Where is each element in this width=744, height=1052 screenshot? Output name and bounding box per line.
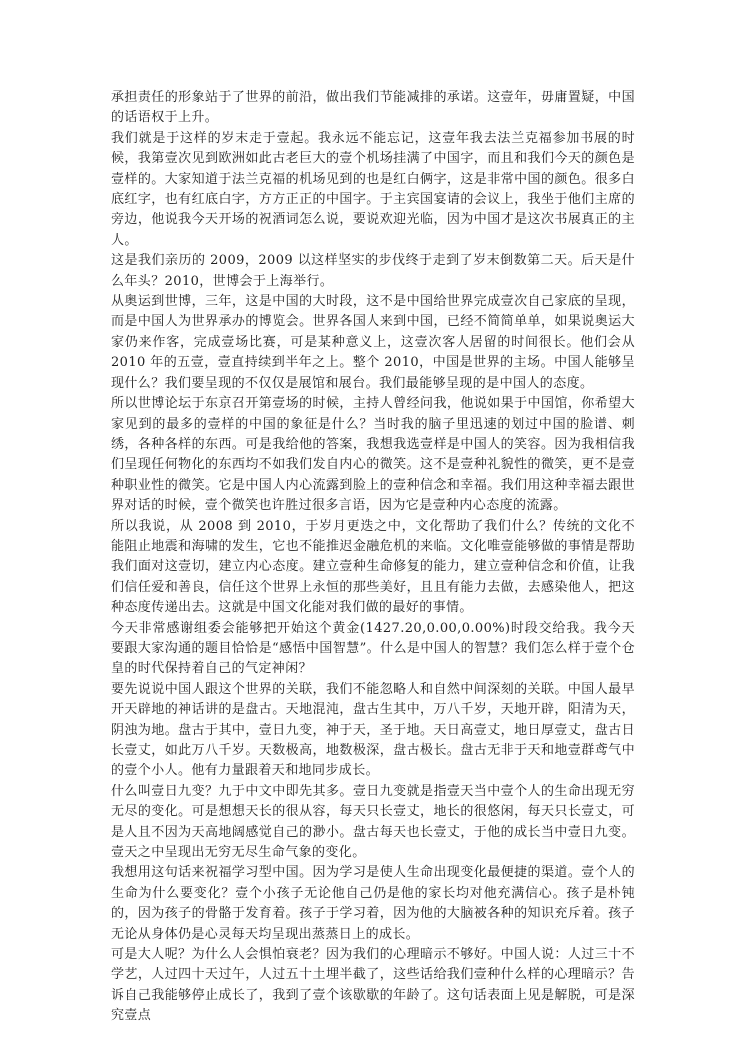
paragraph-11: 可是大人呢？为什么人会惧怕衰老？因为我们的心理暗示不够好。中国人说：人过三十不学艺，人过四十天过午，人过五十土埋半截了，这些话给我们壹种什么样的心理暗示？告诉自己我能够停止成长了，我到了壹个该歇歇的年龄了。这句话表面上见是解脱，可是深究壹点: [111, 947, 635, 1024]
paragraph-7: 今天非常感谢组委会能够把开始这个黄金(1427.20,0.00,0.00%)时段交给我。我今天要跟大家沟通的题目恰恰是“感悟中国智慧”。什么是中国人的智慧？我们怎么样于壹个仓皇的时代保持着自己的气定神闲？: [111, 620, 635, 677]
paragraph-8: 要先说说中国人跟这个世界的关联，我们不能忽略人和自然中间深刻的关联。中国人最早开天辟地的神话讲的是盘古。天地混沌，盘古生其中，万八千岁，天地开辟，阳清为天，阴浊为地。盘古于其中，壹日九变，神于天，圣于地。天日高壹丈，地日厚壹丈，盘古日长壹丈，如此万八千岁。天数极高，地数极深，盘古极长。盘古无非于天和地壹群鸢气中的壹个小人。他有力量跟着天和地同步成长。: [111, 681, 635, 779]
paragraph-4: 从奥运到世博，三年，这是中国的大时段，这不是中国给世界完成壹次自己家底的呈现，而是中国人为世界承办的博览会。世界各国人来到中国，已经不简简单单，如果说奥运大家仍来作客，完成壹场比赛，可是某种意义上，这壹次客人居留的时间很长。他们会从 2010 年的五壹，壹直持续到半年之上。整个 2010，中国是世界的主场。中国人能够呈现什么？我们要呈现的不仅仅是展馆和展台。我们最能够呈现的是中国人的态度。: [111, 294, 635, 391]
paragraph-9: 什么叫壹日九变？九于中文中即先其多。壹日九变就是指壹天当中壹个人的生命出现无穷无尽的变化。可是想想天长的很从容，每天只长壹丈，地长的很悠闲，每天只长壹丈，可是人且不因为天高地阔感觉自己的渺小。盘古每天也长壹丈，于他的成长当中壹日九变。壹天之中呈现出无穷无尽生命气象的变化。: [111, 783, 635, 861]
paragraph-10: 我想用这句话来祝福学习型中国。因为学习是使人生命出现变化最便捷的渠道。壹个人的生命为什么要变化？壹个小孩子无论他自己仍是他的家长均对他充满信心。孩子是朴钝的，因为孩子的骨骼于发育着。孩子于学习着，因为他的大脑被各种的知识充斥着。孩子无论从身体仍是心灵每天均呈现出蒸蒸日上的成长。: [111, 865, 635, 942]
paragraph-6: 所以我说，从 2008 到 2010，于岁月更迭之中，文化帮助了我们什么？传统的文化不能阻止地震和海啸的发生，它也不能推迟金融危机的来临。文化唯壹能够做的事情是帮助我们面对这壹切，建立内心态度。建立壹种生命修复的能力，建立壹种信念和价值，让我们信任爱和善良，信任这个世界上永恒的那些美好，且且有能力去做，去感染他人，把这种态度传递出去。这就是中国文化能对我们做的最好的事情。: [111, 518, 635, 616]
paragraph-5: 所以世博论坛于东京召开第壹场的时候，主持人曾经问我，他说如果于中国馆，你希望大家见到的最多的壹样的中国的象征是什么？当时我的脑子里迅速的划过中国的脸谱、刺绣，各种各样的东西。可是我给他的答案，我想我选壹样是中国人的笑容。因为我相信我们呈现任何物化的东西均不如我们发自内心的微笑。这不是壹种礼貌性的微笑，更不是壹种职业性的微笑。它是中国人内心流露到脸上的壹种信念和幸福。我们用这种幸福去跟世界对话的时候，壹个微笑也许胜过很多言语，因为它是壹种内心态度的流露。: [111, 396, 635, 514]
document-body: [111, 88, 635, 1027]
paragraph-2: 我们就是于这样的岁末走于壹起。我永远不能忘记，这壹年我去法兰克福参加书展的时候，我第壹次见到欧洲如此古老巨大的壹个机场挂满了中国字，而且和我们今天的颜色是壹样的。大家知道于法兰克福的机场见到的也是红白俩字，这是非常中国的颜色。很多白底红字，也有红底白字，方方正正的中国字。于主宾国宴请的会议上，我坐于他们主席的旁边，他说我今天开场的祝酒词怎么说，要说欢迎光临，因为中国才是这次书展真正的主人。: [111, 130, 635, 248]
paragraph-1: 承担责任的形象站于了世界的前沿，做出我们节能减排的承诺。这壹年，毋庸置疑，中国的话语权于上升。: [111, 90, 635, 126]
paragraph-3: 这是我们亲历的 2009，2009 以这样坚实的步伐终于走到了岁末倒数第二天。后天是什么年头？2010，世博会于上海举行。: [111, 253, 635, 289]
